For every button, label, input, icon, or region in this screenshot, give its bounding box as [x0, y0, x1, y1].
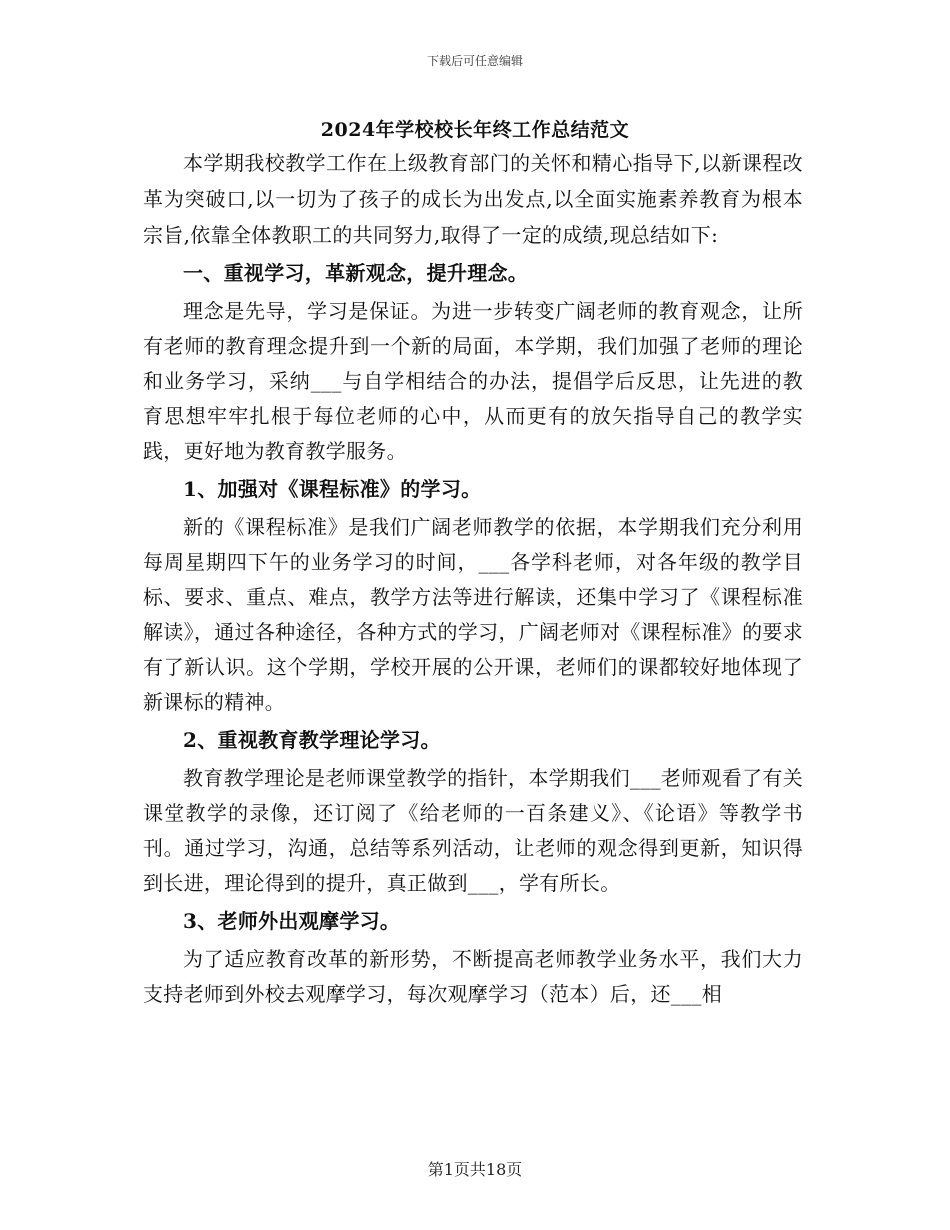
section-heading: 一、重视学习，革新观念，提升理念。 — [183, 261, 529, 285]
paragraph: 理念是先导，学习是保证。为进一步转变广阔老师的教育观念，让所有老师的教育理念提升到一个新的局面，本学期，我们加强了老师的理论和业务学习，采纳___与自学相结合的办法，提倡学后反思，让先进的教育思想牢牢扎根于每位老师的心中，从而更有的放矢指导自己的教学实践，更好地为教育教学服务。 — [143, 299, 803, 463]
subsection-heading: 1、加强对《课程标准》的学习。 — [183, 477, 482, 501]
paragraph-intro: 本学期我校教学工作在上级教育部门的关怀和精心指导下,以新课程改革为突破口,以一切为了孩子的成长为出发点,以全面实施素养教育为根本宗旨,依靠全体教职工的共同努力,取得了一定的成绩,现总结如下: — [143, 151, 803, 247]
document-title: 2024年学校校长年终工作总结范文 — [320, 119, 630, 141]
page-number-footer: 第1页共18页 — [427, 1160, 523, 1179]
paragraph: 新的《课程标准》是我们广阔老师教学的依据，本学期我们充分利用每周星期四下午的业务学习的时间，___各学科老师，对各年级的教学目标、要求、重点、难点，教学方法等进行解读，还集中学习了《课程标准解读》，通过各种途径，各种方式的学习，广阔老师对《课程标准》的要求有了新认识。这个学期，学校开展的公开课，老师们的课都较好地体现了新课标的精神。 — [143, 515, 803, 714]
document-body — [143, 145, 803, 1012]
paragraph: 为了适应教育改革的新形势，不断提高老师教学业务水平，我们大力支持老师到外校去观摩学习，每次观摩学习（范本）后，还___相 — [143, 947, 803, 1006]
subsection-heading: 2、重视教育教学理论学习。 — [183, 728, 441, 752]
header-note: 下载后可任意编辑 — [426, 54, 523, 68]
paragraph: 教育教学理论是老师课堂教学的指针，本学期我们___老师观看了有关课堂教学的录像，还订阅了《给老师的一百条建义》、《论语》等教学书刊。通过学习，沟通，总结等系列活动，让老师的观念得到更新，知识得到长进，理论得到的提升，真正做到___，学有所长。 — [143, 766, 803, 895]
subsection-heading: 3、老师外出观摩学习。 — [183, 909, 401, 933]
